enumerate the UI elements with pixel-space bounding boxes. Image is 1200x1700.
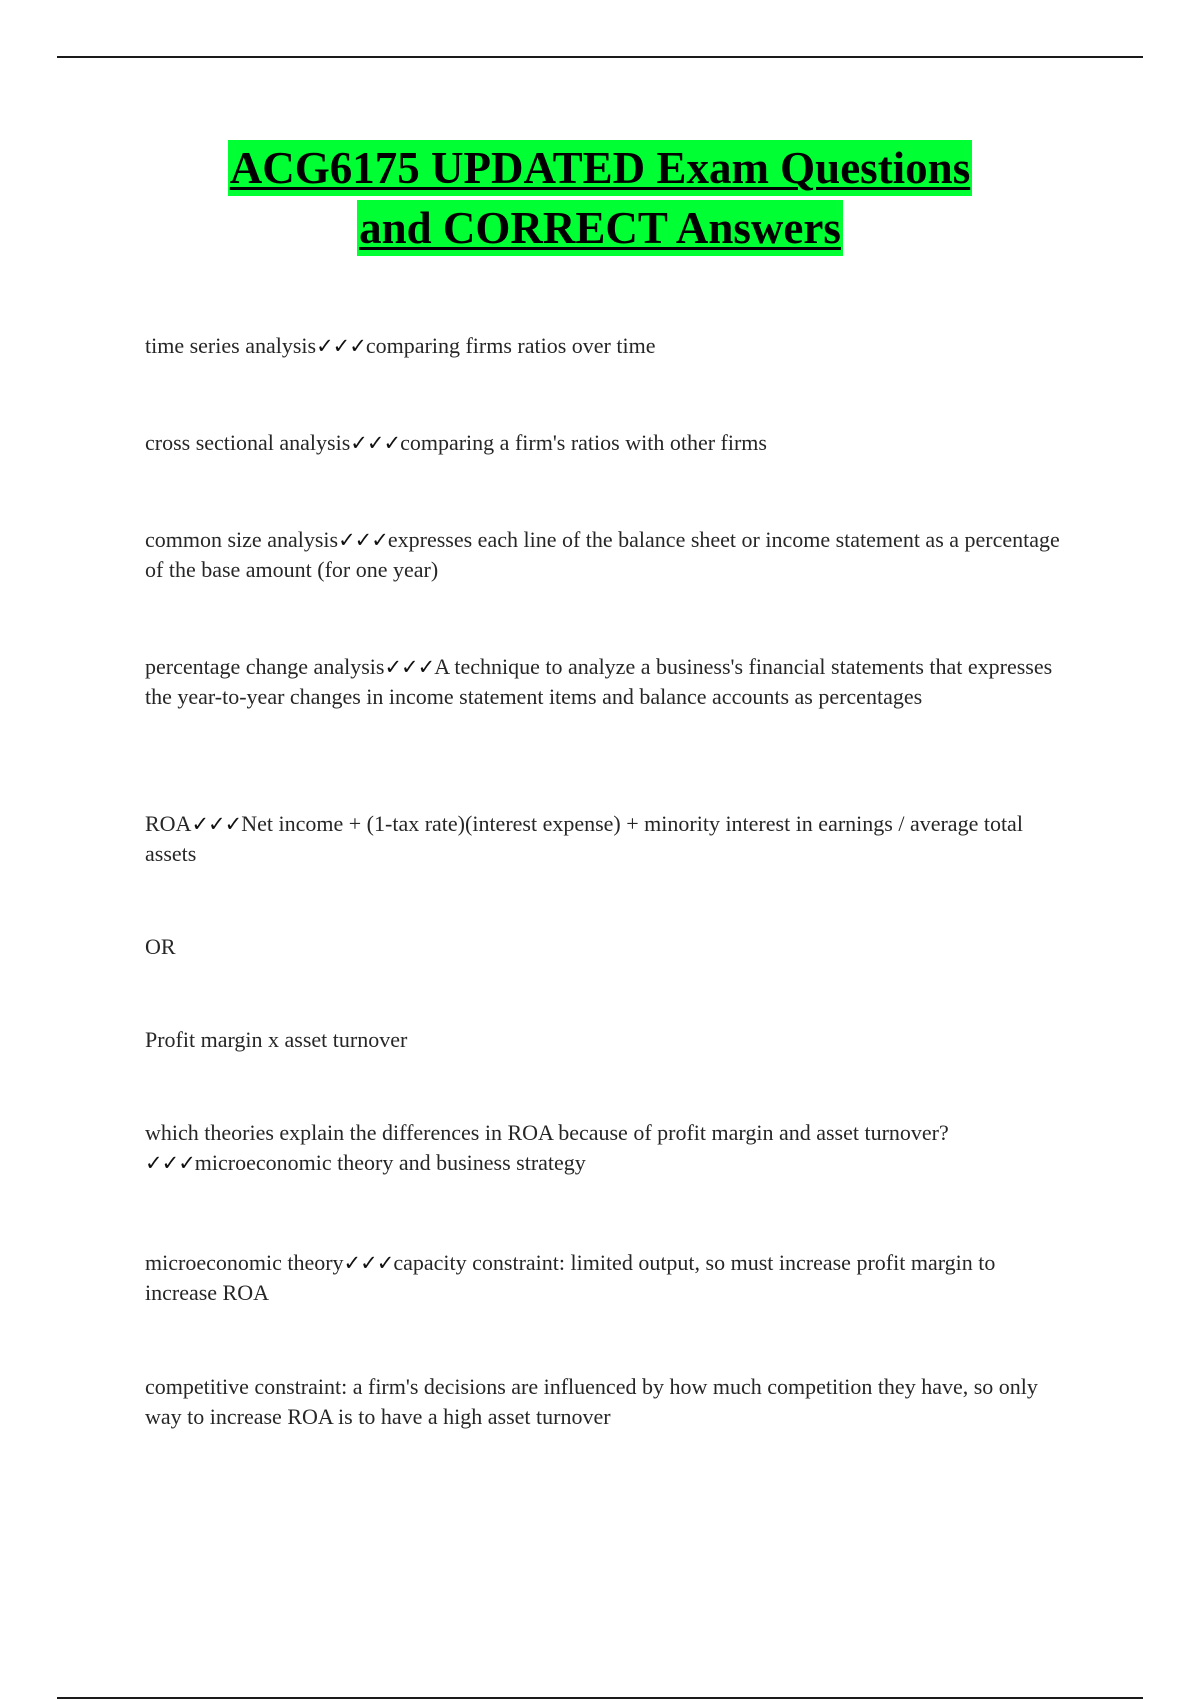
- qa-entry: [145, 1248, 1065, 1308]
- plain-paragraph: OR: [145, 934, 176, 959]
- checkmark-icon: ✓✓✓: [145, 1151, 195, 1175]
- qa-entry: [145, 1118, 1065, 1178]
- entry-term: percentage change analysis: [145, 654, 385, 679]
- entry-answer: A technique to analyze a business's financial statements that expresses the year-to-year changes in income statement items and balance accounts as percentages: [145, 654, 1053, 709]
- title-line-2: and CORRECT Answers: [357, 200, 843, 256]
- entry-term: microeconomic theory: [145, 1250, 344, 1275]
- qa-entry: [145, 809, 1065, 869]
- entry-term: ROA: [145, 811, 192, 836]
- entry-term: cross sectional analysis: [145, 430, 351, 455]
- qa-entry: [145, 428, 1065, 458]
- bottom-rule: [57, 1697, 1143, 1699]
- checkmark-icon: ✓✓✓: [384, 655, 435, 679]
- checkmark-icon: ✓✓✓: [338, 528, 388, 552]
- entry-answer: Net income + (1-tax rate)(interest expense) + minority interest in earnings / average total assets: [145, 811, 1023, 866]
- entry-term: common size analysis: [145, 527, 339, 552]
- checkmark-icon: ✓✓✓: [343, 1251, 394, 1275]
- plain-paragraph: Profit margin x asset turnover: [145, 1027, 408, 1052]
- qa-entry: [145, 331, 1065, 361]
- entry-answer: expresses each line of the balance sheet or income statement as a percentage of the base amount (for one year): [145, 527, 1060, 582]
- checkmark-icon: ✓✓✓: [350, 431, 401, 455]
- plain-paragraph: competitive constraint: a firm's decisions are influenced by how much competition they have, so only way to increase ROA is to have a high asset turnover: [145, 1374, 1038, 1429]
- title-line-1: ACG6175 UPDATED Exam Questions: [228, 140, 972, 196]
- document-title: [0, 140, 1200, 260]
- entry-term: time series analysis: [145, 333, 317, 358]
- entry-term: which theories explain the differences in ROA because of profit margin and asset turnover?: [145, 1120, 949, 1145]
- entry-answer: comparing a firm's ratios with other firms: [400, 430, 767, 455]
- entry-answer: capacity constraint: limited output, so must increase profit margin to increase ROA: [145, 1250, 996, 1305]
- checkmark-icon: ✓✓✓: [316, 334, 366, 358]
- qa-entry: [145, 525, 1065, 585]
- top-rule: [57, 56, 1143, 58]
- entry-answer: microeconomic theory and business strategy: [194, 1150, 586, 1175]
- checkmark-icon: ✓✓✓: [191, 812, 242, 836]
- entry-answer: comparing firms ratios over time: [365, 333, 656, 358]
- qa-entry: [145, 652, 1065, 712]
